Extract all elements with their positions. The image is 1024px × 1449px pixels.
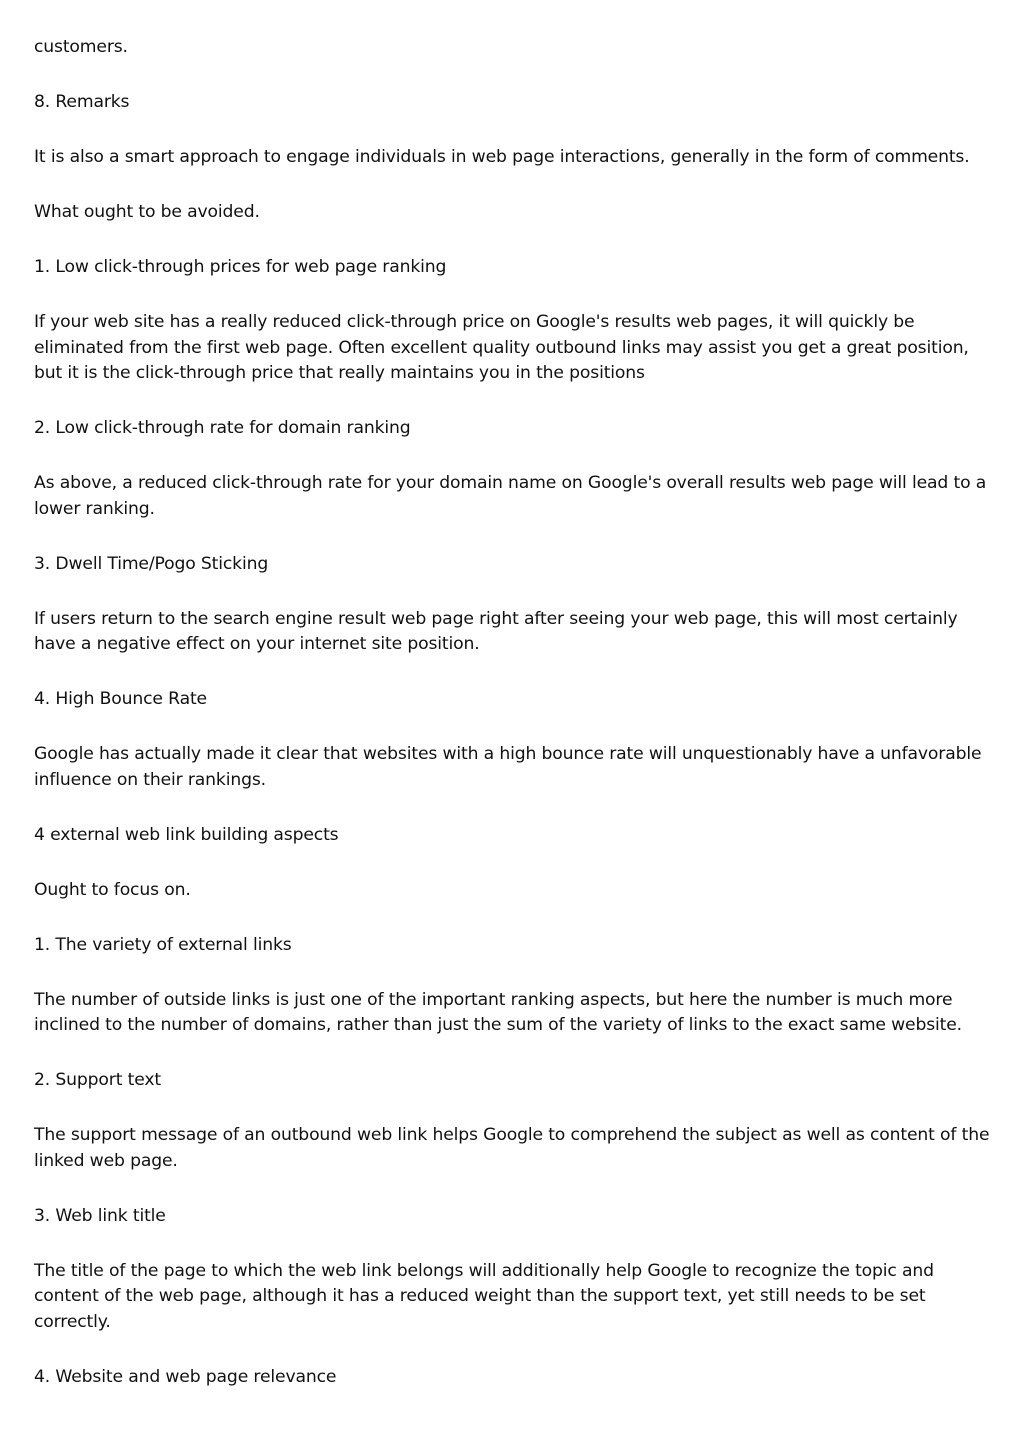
paragraph-low-ctr-page: If your web site has a really reduced click-through price on Google's results web pages, it will quickly be eliminated from the first web page. Often excellent quality outbound links may assist you get a great position, but it is the click-through price that really maintains you in the positions bbox=[34, 312, 969, 383]
heading-external-link-aspects: 4 external web link building aspects bbox=[34, 824, 339, 845]
heading-web-link-title: 3. Web link title bbox=[34, 1205, 166, 1226]
heading-low-ctr-domain: 2. Low click-through rate for domain ranking bbox=[34, 418, 411, 438]
paragraph-continuation: customers. bbox=[34, 37, 128, 57]
heading-remarks: 8. Remarks bbox=[34, 92, 130, 112]
heading-dwell-time: 3. Dwell Time/Pogo Sticking bbox=[34, 553, 269, 574]
paragraph-variety-external-links: The number of outside links is just one of the important ranking aspects, but here the number is much more inclined to the number of domains, rather than just the sum of the variety of links to the exact same website. bbox=[34, 989, 962, 1035]
paragraph-remarks: It is also a smart approach to engage individuals in web page interactions, generally in the form of comments. bbox=[34, 147, 970, 167]
heading-focus-on: Ought to focus on. bbox=[34, 879, 191, 900]
document-body bbox=[34, 35, 996, 1420]
paragraph-bounce-rate: Google has actually made it clear that websites with a high bounce rate will unquestionably have a unfavorable influence on their rankings. bbox=[34, 744, 982, 790]
paragraph-support-text: The support message of an outbound web link helps Google to comprehend the subject as well as content of the linked web page. bbox=[34, 1125, 990, 1171]
heading-avoid: What ought to be avoided. bbox=[34, 202, 260, 222]
heading-website-relevance: 4. Website and web page relevance bbox=[34, 1366, 337, 1387]
heading-variety-external-links: 1. The variety of external links bbox=[34, 934, 292, 955]
heading-support-text: 2. Support text bbox=[34, 1070, 161, 1090]
paragraph-dwell-time: If users return to the search engine result web page right after seeing your web page, this will most certainly have a negative effect on your internet site position. bbox=[34, 608, 958, 654]
paragraph-low-ctr-domain: As above, a reduced click-through rate for your domain name on Google's overall results web page will lead to a lower ranking. bbox=[34, 473, 987, 519]
heading-bounce-rate: 4. High Bounce Rate bbox=[34, 689, 207, 709]
paragraph-web-link-title: The title of the page to which the web link belongs will additionally help Google to recognize the topic and content of the web page, although it has a reduced weight than the support text, yet still needs to be set correctly. bbox=[34, 1260, 934, 1332]
heading-low-ctr-page: 1. Low click-through prices for web page ranking bbox=[34, 257, 447, 277]
